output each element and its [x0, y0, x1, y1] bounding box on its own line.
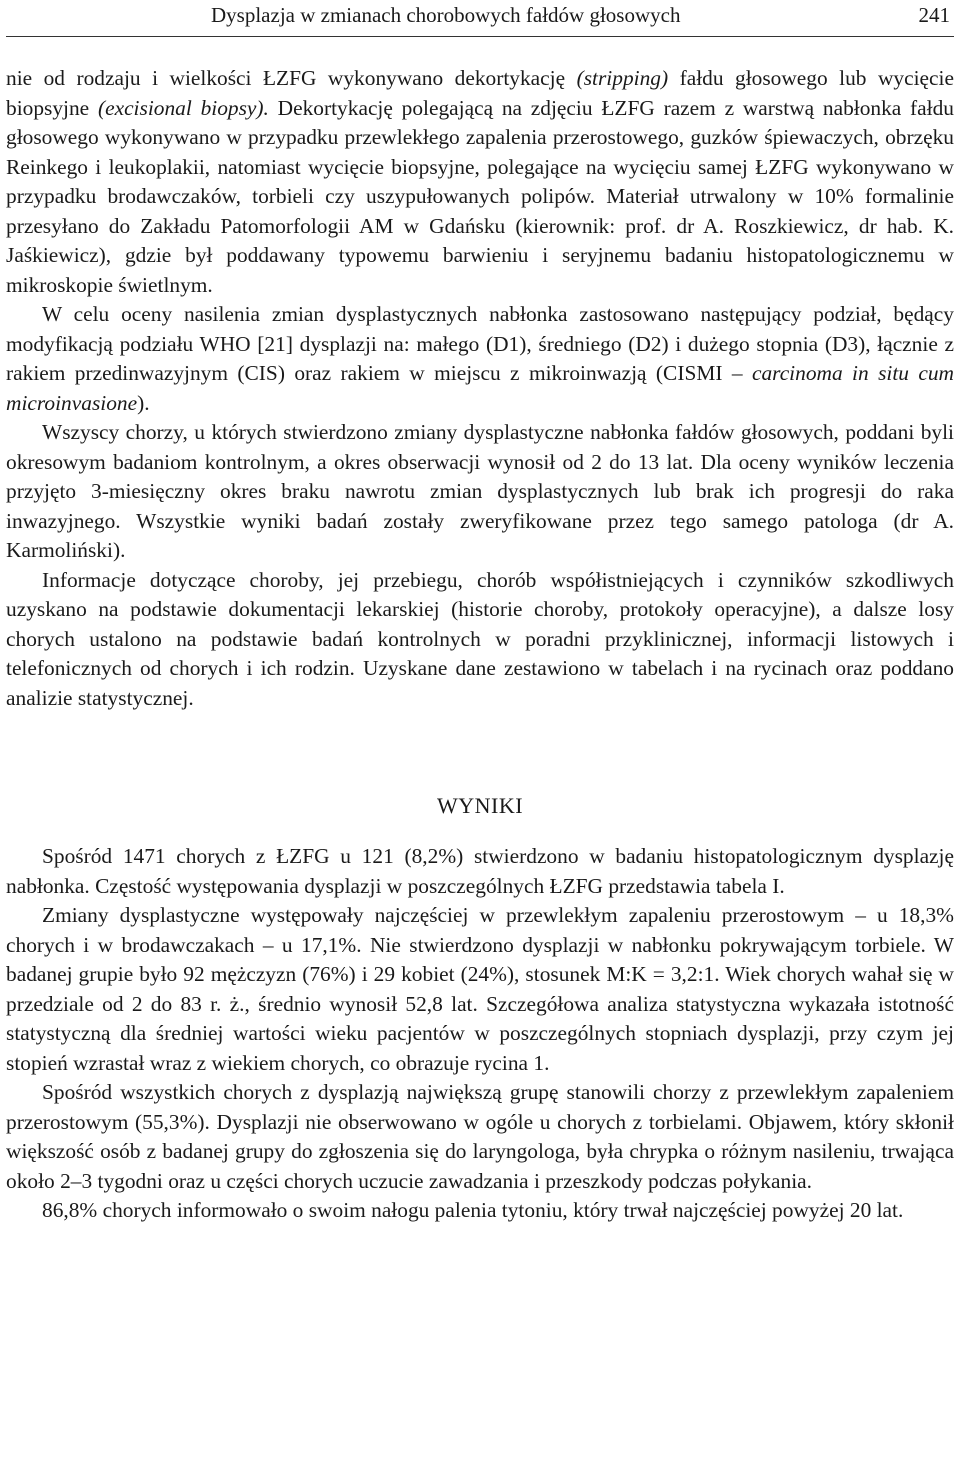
text-run: Dekortykację polegającą na zdjęciu ŁZFG razem z warstwą nabłonka fałdu głosowego wykonywano w przypadku przewlekłego zapalenia przerostowego, guzków śpiewaczych, obrzęku Reinkego i leukoplakii, natomiast wycięcie biopsyjne, polegające na wycięciu samej ŁZFG wykonywano w przypadku brodawczaków, torbieli czy uszypułowanych polipów. Materiał utrwalony w 10% formalinie przesyłano do Zakładu Patomorfologii AM w Gdańsku (kierownik: prof. dr A. Roszkiewicz, dr hab. K. Jaśkiewicz), gdzie był poddawany typowemu barwieniu i seryjnemu badaniu histopatologicznemu w mikroskopie świetlnym. [6, 95, 955, 297]
text-run: W celu oceny nasilenia zmian dysplastycznych nabłonka zastosowano następujący podział, będący modyfikacją podziału WHO [21] dysplazji na: małego (D1), średniego (D2) i dużego stopnia (D3), łącznie z rakiem przedinwazyjnym (CIS) oraz rakiem w miejscu z mikroinwazją (CISMI – [6, 302, 954, 385]
methods-paragraph-2 [6, 300, 954, 418]
body-text [6, 64, 954, 1226]
page-number: 241 [918, 3, 950, 27]
text-run: fałdu głosowego lub wycięcie biopsyjne [6, 66, 954, 120]
methods-paragraph-4: Informacje dotyczące choroby, jej przebiegu, chorób współistniejących i czynników szkodliwych uzyskano na podstawie dokumentacji lekarskiej (historie choroby, protokoły operacyjne), a dalsze losy chorych ustalono na podstawie badań kontrolnych w poradni przyklinicznej, informacji listowych i telefonicznych od chorych i ich rodzin. Uzyskane dane zestawiono w tabelach i na rycinach oraz poddano analizie statystycznej. [6, 567, 954, 710]
methods-paragraph-3: Wszyscy chorzy, u których stwierdzono zmiany dysplastyczne nabłonka fałdów głosowych, poddani byli okresowym badaniom kontrolnym, a okres obserwacji wynosił od 2 do 13 lat. Dla oceny wyników leczenia przyjęto 3-miesięczny okres braku nawrotu zmian dysplastycznych lub brak ich progresji do raka inwazyjnego. Wszystkie wyniki badań zostały zweryfikowane przez tego samego patologa (dr A. Karmoliński). [6, 420, 954, 562]
results-paragraph-3: Spośród wszystkich chorych z dysplazją największą grupę stanowili chorzy z przewlekłym zapaleniem przerostowym (55,3%). Dysplazji nie obserwowano w ogóle u chorych z torbielami. Objawem, który skłonił większość osób z badanej grupy do zgłoszenia się do laryngologa, była chrypka o różnym nasileniu, trwająca około 2–3 tygodni oraz u części chorych uczucie zawadzania i przeszkody podczas połykania. [6, 1080, 954, 1193]
italic-term: carcinoma in situ cum microinvasione [6, 361, 955, 415]
section-heading-results: WYNIKI [436, 793, 524, 818]
results-paragraph-4: 86,8% chorych informowało o swoim nałogu palenia tytoniu, który trwał najczęściej powyżej 20 lat. [42, 1198, 904, 1222]
italic-term: (stripping) [576, 66, 669, 90]
running-header [6, 0, 954, 37]
text-run: ). [137, 390, 150, 415]
methods-paragraph-1 [6, 64, 954, 300]
results-paragraph-1: Spośród 1471 chorych z ŁZFG u 121 (8,2%) stwierdzono w badaniu histopatologicznym dysplazję nabłonka. Częstość występowania dysplazji w poszczególnych ŁZFG przedstawia tabela I. [6, 844, 954, 898]
text-run: nie od rodzaju i wielkości ŁZFG wykonywano dekortykację [6, 66, 577, 90]
running-title: Dysplazja w zmianach chorobowych fałdów głosowych [211, 3, 681, 27]
italic-term: (excisional biopsy). [97, 95, 269, 120]
results-paragraph-2: Zmiany dysplastyczne występowały najczęściej w przewlekłym zapaleniu przerostowym – u 18,3% chorych i w brodawczakach – u 17,1%. Nie stwierdzono dysplazji w nabłonku pokrywającym torbiele. W badanej grupie było 92 mężczyzn (76%) i 29 kobiet (24%), stosunek M:K = 3,2:1. Wiek chorych wahał się w przedziale od 2 do 83 r. ż., średnio wynosił 52,8 lat. Szczegółowa analiza statystyczna wykazała istotność statystyczną dla średniej wartości wieku pacjentów w poszczególnych stopniach dysplazji, przy czym jej stopień wzrastał wraz z wiekiem chorych, co obrazuje rycina 1. [6, 903, 954, 1075]
